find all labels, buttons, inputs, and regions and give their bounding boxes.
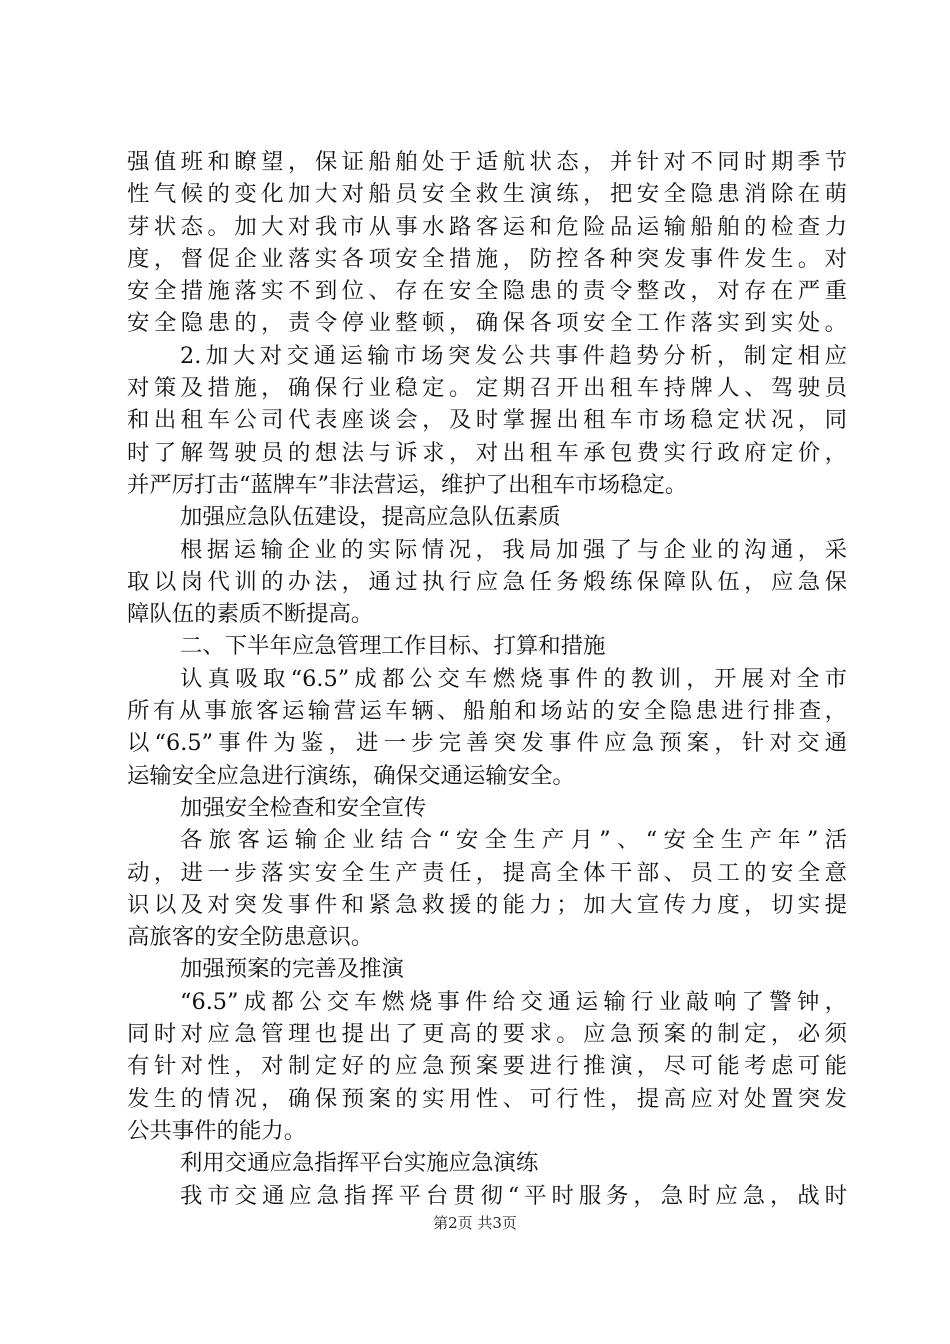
text-line: 时了解驾驶员的想法与诉求，对出租车承包费实行政府定价， xyxy=(127,439,847,466)
text-line: 对策及措施，确保行业稳定。定期召开出租车持牌人、驾驶员 xyxy=(127,375,847,402)
text-line: 认真吸取“6.5”成都公交车燃烧事件的教训，开展对全市 xyxy=(180,665,847,692)
text-line: 2.加大对交通运输市场突发公共事件趋势分析，制定相应 xyxy=(180,342,847,369)
text-line: 和出租车公司代表座谈会，及时掌握出租车市场稳定状况，同 xyxy=(127,407,847,434)
text-line: 加强应急队伍建设，提高应急队伍素质 xyxy=(180,504,561,531)
text-line: “6.5”成都公交车燃烧事件给交通运输行业敲响了警钟， xyxy=(180,988,847,1015)
text-line: 度，督促企业落实各项安全措施，防控各种突发事件发生。对 xyxy=(127,245,847,272)
text-line: 各旅客运输企业结合“安全生产月”、“安全生产年”活 xyxy=(180,827,847,854)
text-line: 运输安全应急进行演练，确保交通运输安全。 xyxy=(127,762,575,789)
text-line: 公共事件的能力。 xyxy=(127,1117,307,1144)
text-line: 二、下半年应急管理工作目标、打算和措施 xyxy=(180,633,606,660)
text-line: 有针对性，对制定好的应急预案要进行推演，尽可能考虑可能 xyxy=(127,1053,847,1080)
text-line: 根据运输企业的实际情况，我局加强了与企业的沟通，采 xyxy=(180,536,847,563)
text-line: 性气候的变化加大对船员安全救生演练，把安全隐患消除在萌 xyxy=(127,181,847,208)
text-line: 所有从事旅客运输营运车辆、船舶和场站的安全隐患进行排查， xyxy=(127,698,847,725)
text-line: 发生的情况，确保预案的实用性、可行性，提高应对处置突发 xyxy=(127,1085,847,1112)
text-line: 障队伍的素质不断提高。 xyxy=(127,601,374,628)
text-line: 强值班和瞭望，保证船舶处于适航状态，并针对不同时期季节 xyxy=(127,149,847,175)
text-line: 加强预案的完善及推演 xyxy=(180,956,404,983)
page-footer: 第2页 共3页 xyxy=(433,1214,517,1232)
text-line: 加强安全检查和安全宣传 xyxy=(180,794,427,821)
text-line: 识以及对突发事件和紧急救援的能力；加大宣传力度，切实提 xyxy=(127,891,847,918)
text-line: 安全措施落实不到位、存在安全隐患的责令整改，对存在严重 xyxy=(127,278,847,305)
text-line: 以“6.5”事件为鉴，进一步完善突发事件应急预案，针对交通 xyxy=(127,730,847,757)
text-line: 安全隐患的，责令停业整顿，确保各项安全工作落实到实处。 xyxy=(127,310,847,337)
text-line: 高旅客的安全防患意识。 xyxy=(127,924,374,951)
text-line: 芽状态。加大对我市从事水路客运和危险品运输船舶的检查力 xyxy=(127,213,847,240)
text-line: 同时对应急管理也提出了更高的要求。应急预案的制定，必须 xyxy=(127,1021,847,1048)
text-line: 动，进一步落实安全生产责任，提高全体干部、员工的安全意 xyxy=(127,859,847,886)
text-line: 利用交通应急指挥平台实施应急演练 xyxy=(180,1150,539,1177)
text-line: 取以岗代训的办法，通过执行应急任务煅练保障队伍，应急保 xyxy=(127,568,847,595)
body-text xyxy=(127,146,847,1212)
text-line: 我市交通应急指挥平台贯彻“平时服务，急时应急，战时 xyxy=(180,1182,847,1209)
text-line: 并严厉打击“蓝牌车”非法营运，维护了出租车市场稳定。 xyxy=(127,471,688,498)
